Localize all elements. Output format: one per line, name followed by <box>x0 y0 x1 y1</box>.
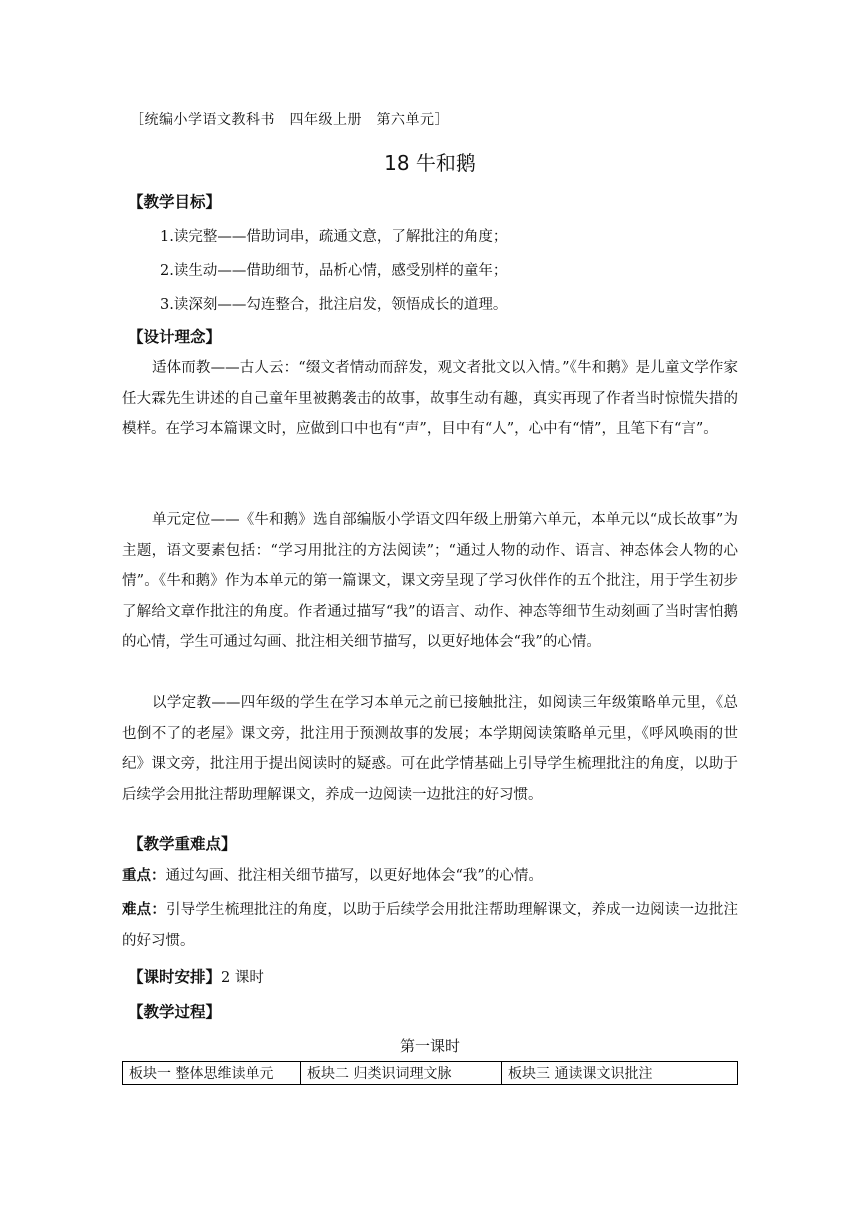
schedule-text: 2 课时 <box>221 970 264 986</box>
lesson-title: 18 牛和鹅 <box>384 151 476 175</box>
module-cell-2: 板块二 归类识词理文脉 <box>301 1062 502 1085</box>
concept-heading: 【设计理念】 <box>128 328 222 346</box>
schedule-line <box>128 965 264 987</box>
goal-item-3: 3.读深刻——勾连整合，批注启发，领悟成长的道理。 <box>160 297 508 313</box>
modules-table <box>122 1061 738 1085</box>
textbook-header-note: ［统编小学语文教科书 四年级上册 第六单元］ <box>130 112 449 128</box>
concept-paragraph-3: 以学定教——四年级的学生在学习本单元之前已接触批注，如阅读三年级策略单元里，《总也倒不了的老屋》课文旁，批注用于预测故事的发展；本学期阅读策略单元里，《呼风唤雨的世纪》课文旁，批注用于提出阅读时的疑惑。可在此学情基础上引导学生梳理批注的角度，以助于后续学会用批注帮助理解课文，养成一边阅读一边批注的好习惯。 <box>122 695 738 803</box>
schedule-heading: 【课时安排】 <box>128 968 222 986</box>
first-lesson-title: 第一课时 <box>399 1037 460 1055</box>
module-cell-3: 板块三 通读课文识批注 <box>502 1062 738 1085</box>
difficulty-label: 难点： <box>122 902 167 918</box>
table-row <box>123 1062 738 1085</box>
difficulty-text: 引导学生梳理批注的角度，以助于后续学会用批注帮助理解课文，养成一边阅读一边批注的好习惯。 <box>122 902 738 949</box>
difficulty-point <box>122 895 738 956</box>
goal-item-2: 2.读生动——借助细节，品析心情，感受别样的童年； <box>160 263 508 279</box>
concept-paragraph-2: 单元定位——《牛和鹅》选自部编版小学语文四年级上册第六单元，本单元以“成长故事”为主题，语文要素包括：“学习用批注的方法阅读”；“通过人物的动作、语言、神态体会人物的心情”。《牛和鹅》作为本单元的第一篇课文，课文旁呈现了学习伙伴作的五个批注，用于学生初步了解给文章作批注的角度。作者通过描写“我”的语言、动作、神态等细节生动刻画了当时害怕鹅的心情，学生可通过勾画、批注相关细节描写，以更好地体会“我”的心情。 <box>122 512 738 650</box>
module-cell-1: 板块一 整体思维读单元 <box>123 1062 301 1085</box>
key-label: 重点： <box>122 868 166 884</box>
key-point <box>122 861 738 892</box>
keypoints-heading: 【教学重难点】 <box>128 835 237 853</box>
process-heading: 【教学过程】 <box>128 1003 222 1021</box>
goals-heading: 【教学目标】 <box>128 193 222 211</box>
concept-paragraph-1: 适体而教——古人云：“缀文者情动而辞发，观文者批文以入情。”《牛和鹅》是儿童文学作家任大霖先生讲述的自己童年里被鹅袭击的故事，故事生动有趣，真实再现了作者当时惊慌失措的模样。在学习本篇课文时，应做到口中也有“声”，目中有“人”，心中有“情”，且笔下有“言”。 <box>122 360 738 437</box>
goal-item-1: 1.读完整——借助词串，疏通文意，了解批注的角度； <box>160 229 508 245</box>
key-text: 通过勾画、批注相关细节描写，以更好地体会“我”的心情。 <box>165 868 543 884</box>
